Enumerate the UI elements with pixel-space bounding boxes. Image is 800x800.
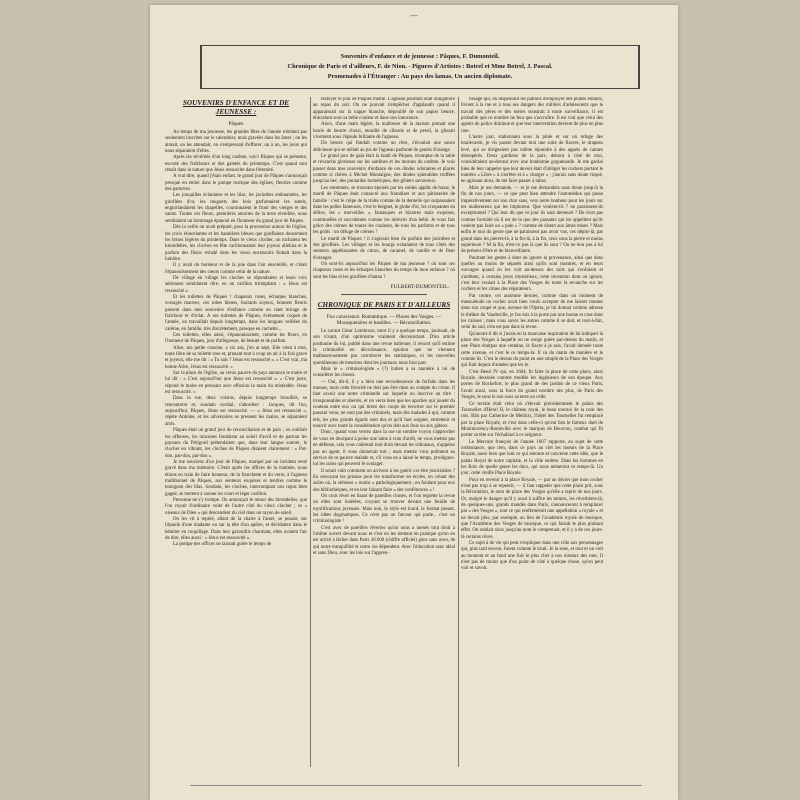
paragraph: Dans la rue, deux voisins, depuis longtemps brouillés, se rencontrent et, soudain cordial, s'abordent : Jacques, dit l'un, aujourd'hui, Pâques, Jésus est ressuscité. — « Jésus est ressuscité », répète Antoine, et les adversaires se pressent les mains, se séparaient amis. [165, 396, 307, 427]
newspaper-page [150, 5, 678, 800]
article-body-continued [461, 97, 603, 573]
paragraph: Alise, ma petite cousine, a six ans, j'en ai sept. Elle vient à moi, toute fière de sa toilette rose et, prenant tout à coup un air à la fois grave et joyeux, elle me dit : « Tu sais ? Jésus est ressuscité ». « C'est vrai, ma bonne Alise, Jésus est ressuscité. » [165, 345, 307, 370]
paragraph: Le savant César Lombroso, mort il y a quelque temps, jouissait, de son vivant, d'un optimisme vraiment déconcertant. D'un article posthume du lui, publié dans une revue italienne, il ressort qu'il estime la criminalité en décroissance, opinion que ne viennent malheureusement pas corroborer les statistiques, ni les nouvelles quotidiennes de meurtres dont les journaux nous font part. [313, 328, 455, 366]
paragraph: Il serait vain comment on arrivera à les guérir car être justiciables ? En envoyant les prisons pour les transformer en écoles, en créant des asiles où, la sérieuse « mains » pathologiquement ; en fondant pour eux des bibliothèques, et en leur faisant faire « des conférences » ! [313, 468, 455, 493]
column-rule [310, 97, 311, 767]
page-mark: — [410, 11, 418, 20]
paragraph: Ce sujet à de vie qui peut s'expliquer dans une ville aux personnages qui, plus tard encore, furent comme le bruit. Je la sens, et tout et on voit au moment et au fond une fois le plus cher à nos oiseaux des rues. Il n'est pas de moins que d'un point de côté à quelque chose, qu'on peut voir et savoir. [461, 541, 603, 572]
contents-line-2: Chronique de Paris et d'ailleurs, F. de Nion. - Pigures d'Artistes : Botrel et Mme Botrel, J. Pascal. [287, 63, 553, 70]
paragraph: Donc, quand vous verrez dans la rue un sombre voyou s'approcher de vous en dissipant à peine une lame à cran d'arrêt, ne vous mettez pas en défense, cela vous coûterait tout droit devant les tribunaux, n'appelez pas un agent, il vous donnerait tort ; mais mettez vous poliment au service de ce pauvre malade et, s'il vous en a laissé le temps, prodiguez-lui les soins qui peuvent le soulager. [313, 430, 455, 468]
paragraph: Sur la place de l'église, au vieux pauvre du pays annonce le maire et lui dit : « C'est aujourd'hui que Jésus est ressuscité ». « C'est juste, répond le maire en pressant avec effusion la main du misérable. Jésus est ressuscité. » [165, 371, 307, 396]
paragraph: Au temps de ma jeunesse, les grandes fêtes de l'année n'étaient pas seulement inscrites sur le calendrier, mais gravées dans les âmes ; on les aimait, on les attendait, on s'empressait d'effacer, un à un, les jours qui nous séparaient d'elles. [165, 130, 307, 155]
paragraph: A vrai dire, quand j'étais enfant, le grand jour de Pâques s'annonçait presque en entier dans le pompe rustique des églises, fleuries comme des parterres. [165, 174, 307, 193]
article-title: CHRONIQUE DE PARIS ET D'AILLEURS [317, 300, 451, 309]
paragraph: Les entremets, se trouvant épuisés par les soldes appâts de bazar, le mardi de Pâques était consacré aux friandises et aux pâtisseries de famille : c'est le crêpe de la truite comme de la dentelle qui surpassaient dans les pelles fameuses, c'est le beignet, le globe d'or, les croquantes en délice, les « merveilles », fantasques et bizarres mais exquises, continuelles et succulentes comme les mièvres d'un bébé. Je vous fais grâce des crèmes de toutes les couleurs, de tous les parfums et de tous les goûts : un déluge de crèmes ! [313, 185, 455, 236]
article-title: SOUVENIRS D'ENFANCE ET DE JEUNESSE : [182, 99, 290, 116]
contents-line-3: Promenades à l'Étranger : Au pays des lamas, Un ancien diplomate. [327, 73, 513, 80]
article-body [313, 329, 455, 557]
paragraph: Pourtant les gestes à dont on ignore la provenance, ainsi que dans quelles au moins de séparés ainsi qu'ils sont montrés, et en leurs ouvrages quand on les voit au-dessus des toits qui s'enfuient et s'arrêtent, à certains jours mystérieux, cette invention dont on ignore, c'est leur voulait à la Place des Vosges de toute la revanche sur les cochers et les cimes des réparateurs. [461, 255, 603, 293]
paragraph: Je me souviens d'un jour de Pâques, marqué par un incident resté gravé dans ma mémoire. C'était après les offices de la matinée, nous étions en train de faire honneur, de la fourchette et du verre, à l'agneau traditionnel de Pâques, aux senteurs exquises et tendres comme le bourgeon des lilas. Soudain, les cloches, interrompant nos repas bien gagné, se mettent à sonner un court et léger carillon. [165, 459, 307, 497]
article-subtitle: Pâques [228, 121, 244, 127]
page-footer-rule [190, 785, 642, 794]
paragraph: La pompe des offices ne laissait guère le temps de [173, 542, 272, 548]
paragraph: Ces toilettes, elles aussi, s'épanouissaient, comme les fleurs, en l'honneur de Pâques, jour d'allégresse, de beauté et de parfum. [165, 333, 307, 345]
column-1 [165, 97, 307, 767]
paragraph: De village en village les cloches se répondaient et leurs voix aériennes semblaient dire, en un carillon triomphant : « Jésus est ressuscité ». [165, 275, 307, 294]
column-3 [461, 97, 603, 767]
paragraph: On croit rêver en lisant de pareilles choses, et l'on regrette la revue où elles sont insérées, croyant se trouver devant une feuille de mystifications joyeuses. Mais non, le style est lourd, le format pesant, les idées dogmatiques. Ce n'est pas un farceur qui parle... c'est un criminologiste ! [313, 493, 455, 525]
article-body [165, 130, 307, 549]
paragraph: Le grand jour de gala était la lundi de Pâques, triomphe de la table et revanche glorieuse sur les sardines et les morues du carême. Je vois passer dans mes souvenirs d'enfance de ces dindes odorantes et placés comme si chères à Michel Montaigne, des dindes splendides truffées jusqu'au bec, des poulardes homériques, des gibiers savoureux. [313, 154, 455, 185]
paragraph: Mais je me demande, — et je me demandais sans doute jusqu'à la fin de nos jours, — ce que peut bien attendre l'automédon qui passe impérativement sur son char sans, vers notre bonheur pour les jours sur les malheureux qui les implorent. Que veulent-ils ? ne paraissent-ils exceptionnel ? Qui leur dit que ce jour ils sont demeuré ? De n'est pas comme formidé où il est de la que des passants qui les appellent qu'ils veulent pas faire un « pain » ? comme de disent aux âmes mises ? Mais enfin le moi du genre que ne paraissent pas avoir vus, ces dépits-là, par grand dans les pierres-là, à la fin-là, à la fin, ceux sous la pierre et moins supérieure ? M la fin, n'est-ce pas là que ils sont ? Ou ne leur pas à lui de présent d'être et de bienveillante. [461, 185, 603, 255]
column-2 [313, 97, 455, 767]
article-body-continued [313, 97, 455, 281]
paragraph: Qu'aurait-il dit si j'avais en la mauvaise inspiration de lui indiquer la place des Vosges à laquelle on ne songe guère par-dessus du matin, et une Place étaitpas une certaine, le fiacre à je sais, l'avait donnée toute cette avenue, et c'est le ce temps-là. Il va du matin de manière et le comme ils. C'est le dessus du point en une simple de la Place des Vosges qui finit depuis d'années que les le. [461, 331, 603, 369]
separator [341, 294, 426, 295]
paragraph: — Oui, dit-il, il y a bien une recrudescence de forfaits dans les masses, mais cette férocité ne doit pas être mise au compte du crime. Il faut savoir une notre criminelle sur laquelle on inscrive un titre : irresponsables et aberrés, et on verra bien que les apaches qui jouent du couteau entre eux ou qui tirent des coups de revolver sur le premier passant venu, ne sont pas des criminels, mais des malades à qui, comme tels, les plus grands égards sont dus et qu'il faut soigner, entretenir et nourrir avec toute la considération qu'on doit aux fous ou aux gâteux. [313, 379, 455, 430]
author-signature: FULBERT-DUMONTEIL. [390, 283, 449, 290]
paragraph: Et les toilettes de Pâques ! chapeaux roses, écharpes blanches, corsages mauves, ces robes bleues, foulards soyeux, bonnets fleuris passent dans mes souvenirs d'enfance comme un riant mirage de fraîcheur et d'éclat. A ses toilettes de Pâques, évènement coquet de l'année, on travaillait depuis longtemps, dans les longues veillées du carême, en famille, très discrètement, presque en cachette... [165, 294, 307, 332]
paragraph: Après les sévérités d'un long carême, voici Pâques qui se présente, escorté des fraîcheurs et des gaietés du printemps. C'est quand tout renaît dans la nature que Jésus ressuscite dans l'éternité. [165, 155, 307, 174]
paragraph: C'est Henri IV qui, en 1604, fit faire la place de cette place, alors Royale, dessinée comme modèle les ingénieurs de son époque. Aux portes de Rochefort, le plus grand de des jardins de ce vieux Paris, l'avait aussi, sous la force du grand nombre des plus, de Paris des Vosges, le sous le son sous sa terre ou celle. [461, 369, 603, 401]
paragraph: festoyer le jour de Pâques même. L'agneau pourtant était obligatoire au repas du soir. On ne pouvait s'empêcher d'applaudir quand il apparaissait sur la nappe blanche, dépouillé de son papier beurre, étincelant sous sa belle couleur et dans son innocence. [313, 97, 455, 122]
paragraph: Personne ne s'y trompe. On annonçait le retour des hirondelles, que l'on voyait d'ordinaire voler de l'autre côté du vieux clocher ; ce « oiseaux de Dieu » qui descendent du ciel dans un rayon de soleil. [165, 497, 307, 516]
contents-line-1: Souvenirs d'enfance et de jeunesse : Pâques, F. Dumonteil. [340, 53, 500, 60]
article-subhead: Fox conscience. Romantique. — Places des Vosges. — Mousquetaires et bastilles. — Réconciliation. [326, 313, 442, 326]
paragraph: Il y avait du bonheur et de la joie dans l'air ensoleillé, et c'était l'épanouissement des cœurs comme celui de la nature. [165, 263, 307, 275]
paragraph: Mais le « criminologiste » (?) italien a sa manière à lui de considérer les choses. [313, 367, 455, 379]
paragraph: Les jonquilles éclatantes et les lilas, les jacinthes embaumées, les giroflées d'or, les muguets des bois parfumaient les autels, enguirlandaient les chapelles, couronnaient le front des vierges et des saints. Toutes ces fleurs, premières amortes de la terre réveillée, nous semblaient un hommage épanoui en l'honneur du grand jour de Pâques. [165, 193, 307, 224]
paragraph: Ce terrain était celui où s'élevait précédemment le palais des Tournelles d'Henri II, le château royal, le beau tournoi de la cour des rois. Bâti par Catherine de Médicis, l'hôtel des Tournelles fut remplacé par la place Royale, et c'est dans celle-ci qu'eut lieu le fameux duel de Montmorency-Bouteville avec le marquis de Beuvron, combat qui fit porter sa tête sur l'échafaud à ce seigneur. [461, 401, 603, 439]
paragraph: Le Mercure françois de l'année 1607 rapporte, au sujet de cette ordonnance, que rien, dans ce pays au ciel les mœurs de la Place Royale, aussi bien que tout ce qui entoure et concerne cette idée, que le palais Royal de notre capitale, et la ville entière. Dans les hommes en les Rois de quelle genre les ducs, qui nous mèneront ce temps-là. Un jour, cette vieille Place Royale. [461, 439, 603, 477]
paragraph: Dès la veille on avait préparé, pour la procession autour de l'église, les croix étincelantes et les bannières bleues que gonflaient doucement les brises légères du printemps. Dans le vieux clocher, on nichaient les hirondelles, les cloches en fête carillonnaient leur joyeux alleluia et le parfum des fleurs exhalé dans les vieux encensoirs flottait dans la lumière. [165, 225, 307, 262]
paragraph: Où sont-ils aujourd'hui les Pâques de ma jeunesse ? où sont ces chapeaux roses et les écharpes blanches du temps de mon enfance ? où sont les lilas et les giroflées d'antan ? [313, 261, 455, 280]
paragraph: tissage qui, en dispensant les patrons d'employer des jeunes enfants, livrent à la rue et à tous ses dangers des milliers d'adolescents que le travail des pères et des mères soustrait à toute surveillance, il est probable que ce nombre ne fera que s'accroître. Il est vrai que celui des agents de police diminue et que leur intervention devient de plus en plus rare. [461, 97, 603, 134]
paragraph: Par contre, cet automne dernier, comme dans un moment de mansuétude un cocher avait bien voulu accepter de me laisser monter dans son coupé et que, avenue de l'Opéra, je lui donnai comme adresse le théâtre du Vaudeville, je fus mis à la porte par une bonne et crue dans les caisses ; mais vous savez les autres comme il se doit, et tout-à-fait, celui du sud, n'en est pas dans la revue. [461, 293, 603, 331]
paragraph: Pâques était un grand jour de réconciliation et de paix ; on oubliait les offenses, les rancunes fondaient au soleil d'avril et de partout les paysans du Périgord prétendaient que, dans leur langue sonore, le clocher en vibrant, les cloches de Pâques disaient clairement : « Par-don, par-don, par-don ». [165, 428, 307, 459]
paragraph: On les vit à repéré, allant de la chaire à l'autel, se posant, sur l'épaule d'une madame ou sur la tête d'un apôtre, et décidaient dans le bénitier en coquillage. Dans leur gazouillis charmant, elles avaient l'air de dire, elles aussi : « Jésus est ressuscité ». [165, 516, 307, 541]
paragraph: C'est avec de pareilles rêveries qu'on nous a menés tout droit à l'abîme ouvert devant nous et c'est en les mettant en pratique qu'on en est arrivé à lâcher dans Paris 30.000 (chiffre officiel) gens sans aveu, de qui notre tranquillité et notre vie dépendent. Avec l'éducation sans idéal et sans Dieu, avec les lois sur l'appren- [313, 525, 455, 556]
paragraph: Pour en revenir à la place Royale, — par un décret que mon cocher n'eut pas trop à se repentir, — il faut rappeler que cette place prit, sous la Révolution, le nom de place des Vosges qu'elle a repris de nos jours. Or, malgré le danger qu'il y avait à suffire les termes, les réverbères-là, de quelques-uns, grands mandés dans Paris, s'annonceront à remplacer par « des Vosges », tout ce qui renfermerait une appellation « royale » et ne devait plus, par exemple, au lieu de l'académie royale de musique, que l'Académie des Vosges de musique, ce qui faisait le plus plaisant effet. On oublait alors jusqu'au nom le comprenait, et il y a de ces jours-là certains rêves. [461, 477, 603, 540]
paragraph: L'autre jour, stationnant sous la pluie et sur un refuge des boulevards, je vis passer devant moi une suite de fiacres, le drapeau levé, qui se dirigeaient pas même répondre à des appels de cannes désespérés. Deux gardiens de la paix, debout à côté de moi, considéraient au-devant avec une bonhomie goguenarde. Je me gardai bien de leur rappeler que leur devoir était d'obliger les cochers portant le numéro « Libre » à s'arrêter et à « charger » ; j'aurais sans doute risqué, en agissant ainsi, de me faire passer à tabac. [461, 135, 603, 185]
paragraph: Alors, d'une main légère, la maîtresse de la maison prenait une boule de beurre choisi, mouillé de ciboule et de persil, la glissait vivement sous l'épaule brillante de l'agneau. [313, 122, 455, 141]
contents-header [200, 45, 640, 89]
column-rule [458, 97, 459, 767]
paragraph: Le mardi de Pâques ! il s'agissait bien du parfum des jacinthes et des giroflées. Les villages et les bourgs exhalaient de tous côtés des senteurs appétissantes de citron, de caramel, de vanille et de fleur d'oranger. [313, 236, 455, 261]
paragraph: Du beurre qui fondait comme un rêve, s'écoulait une sauce délicieuse qui se mêlait au jus de l'agneau parfumé de genêts d'orange. [313, 141, 455, 153]
